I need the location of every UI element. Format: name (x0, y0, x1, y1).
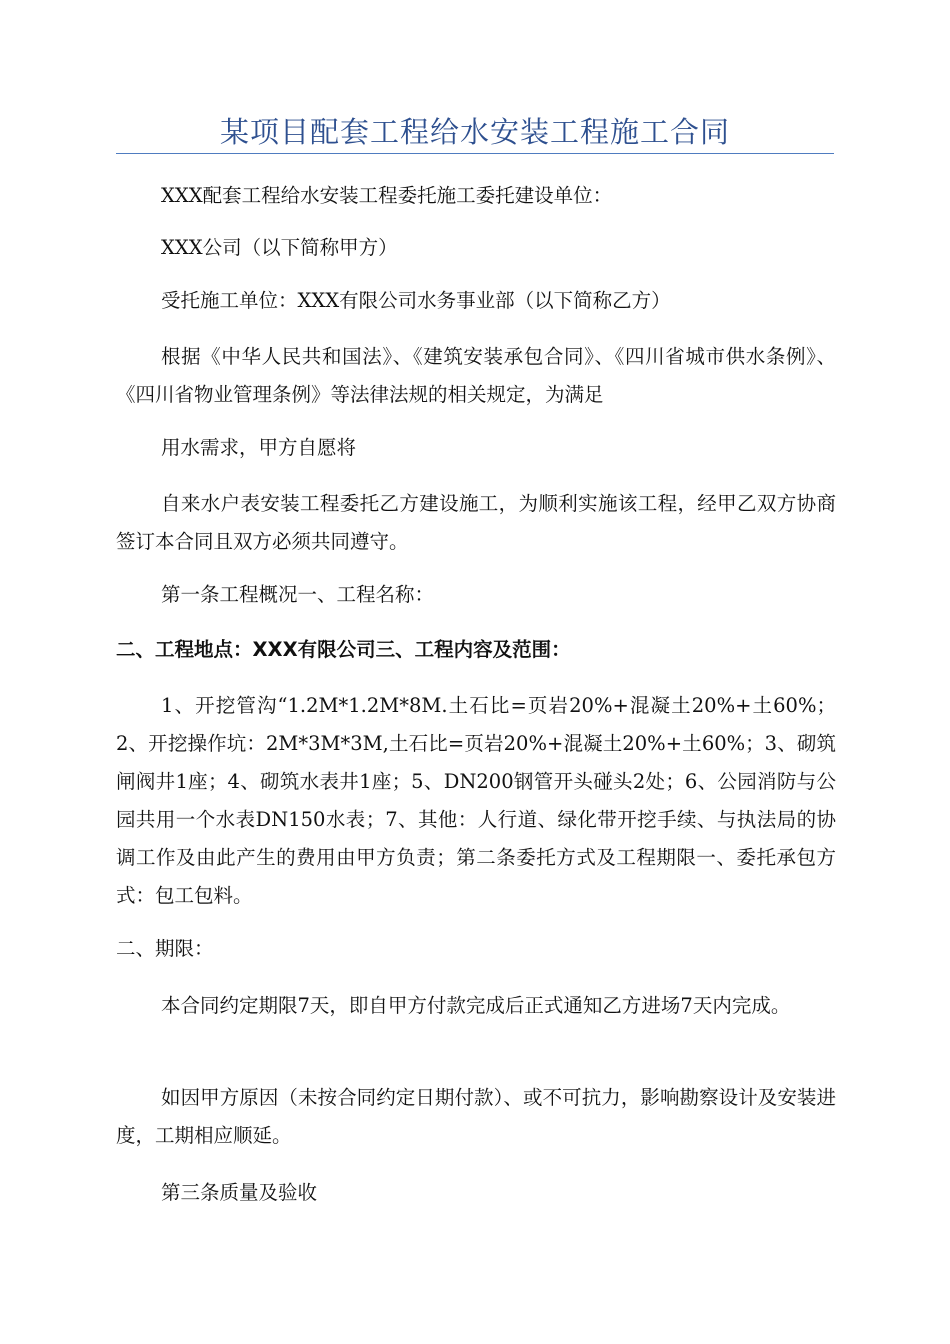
paragraph-term-heading: 二、期限： (116, 937, 214, 960)
article-3-heading: 第三条质量及验收 (161, 1181, 318, 1204)
title-underline (116, 153, 834, 154)
paragraph-client-intro: XXX配套工程给水安装工程委托施工委托建设单位： (161, 184, 613, 207)
paragraph-party-b: 受托施工单位：XXX有限公司水务事业部（以下简称乙方） (161, 289, 671, 312)
paragraph-term: 本合同约定期限7天，即自甲方付款完成后正式通知乙方进场7天内完成。 (161, 994, 791, 1017)
paragraph-scope-of-work: 1、开挖管沟“1.2M*1.2M*8M.土石比=页岩20%+混凝土20%+土60%；2、开挖操作坑：2M*3M*3M,土石比=页岩20%+混凝土20%+土60%；3、砌筑闸阀井1座；4、砌筑水表井1座；5、DN200钢管开头碰头2处；6、公园消防与公园共用一个水表DN150水表；7、其他：人行道、绿化带开挖手续、与执法局的协调工作及由此产生的费用由甲方负责；第二条委托方式及工程期限一、委托承包方式：包工包料。 (116, 694, 836, 907)
paragraph-entrustment: 自来水户表安装工程委托乙方建设施工，为顺利实施该工程，经甲乙双方协商签订本合同且双方必须共同遵守。 (116, 492, 836, 553)
paragraph-legal-basis: 根据《中华人民共和国法》、《建筑安装承包合同》、《四川省城市供水条例》、《四川省物业管理条例》等法律法规的相关规定，为满足 (116, 345, 836, 406)
paragraph-delay: 如因甲方原因（未按合同约定日期付款）、或不可抗力，影响勘察设计及安装进度，工期相应顺延。 (116, 1086, 836, 1147)
article-1-heading: 第一条工程概况一、工程名称： (161, 583, 435, 606)
paragraph-party-a: XXX公司（以下简称甲方） (161, 236, 398, 259)
document-title: 某项目配套工程给水安装工程施工合同 (219, 115, 730, 149)
paragraph-water-demand: 用水需求，甲方自愿将 (161, 436, 357, 459)
project-location-heading: 二、工程地点：XXX有限公司三、工程内容及范围： (116, 638, 571, 661)
